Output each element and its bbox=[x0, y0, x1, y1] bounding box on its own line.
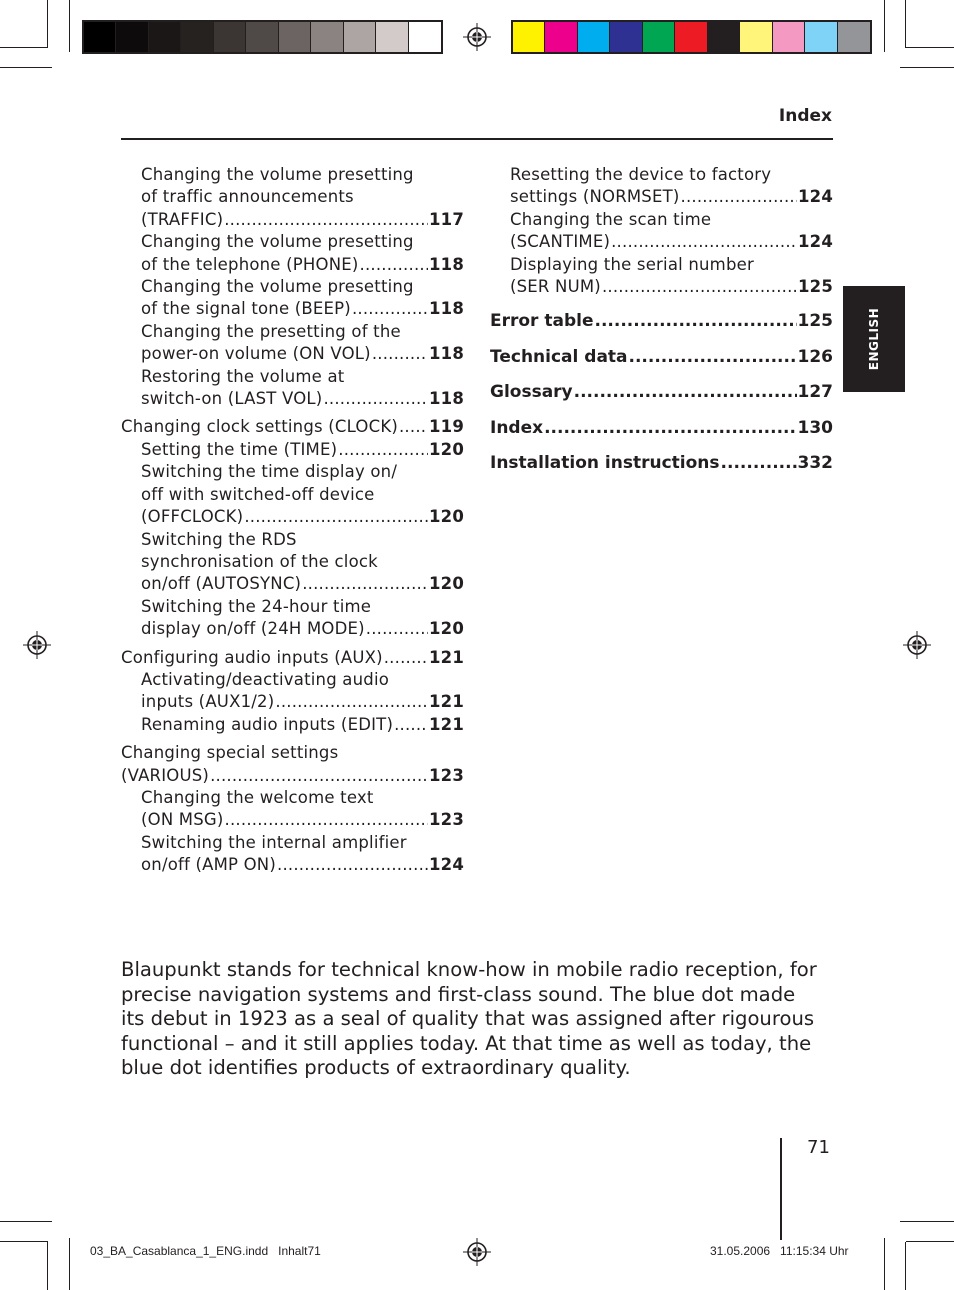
index-page-number: 124 bbox=[428, 855, 464, 875]
index-page-number: 121 bbox=[428, 647, 464, 667]
dot-leader bbox=[544, 417, 796, 439]
crop-mark bbox=[47, 1242, 48, 1290]
index-page-number: 121 bbox=[428, 692, 464, 712]
index-entry-line bbox=[121, 416, 464, 438]
main-section-entry bbox=[490, 381, 833, 403]
main-section-entry bbox=[490, 310, 833, 332]
index-entry-line bbox=[510, 186, 833, 208]
index-page-number: 120 bbox=[428, 619, 464, 639]
index-page-number: 118 bbox=[428, 389, 464, 409]
crop-mark bbox=[0, 1221, 52, 1222]
dot-leader bbox=[384, 647, 428, 669]
color-swatch bbox=[805, 22, 837, 52]
dot-leader bbox=[721, 452, 797, 474]
dot-leader bbox=[611, 231, 797, 253]
index-entry-text: Displaying the serial number bbox=[510, 254, 754, 274]
index-entry-line bbox=[141, 439, 464, 461]
main-section-page: 126 bbox=[797, 346, 833, 367]
index-entry-line bbox=[141, 691, 464, 713]
crop-mark bbox=[884, 0, 885, 52]
index-entry-text: Changing the presetting of the bbox=[141, 321, 401, 341]
page-number-rule bbox=[780, 1138, 782, 1240]
main-section-page: 127 bbox=[797, 382, 833, 403]
color-swatch bbox=[773, 22, 805, 52]
registration-mark-icon bbox=[462, 1237, 492, 1267]
index-entry bbox=[121, 529, 464, 596]
index-entry-line bbox=[141, 506, 464, 528]
brand-blurb: Blaupunkt stands for technical know-how in mobile radio reception, for precise navigation systems and first-class sound. The blue dot made its debut in 1923 as a seal of quality that was assigned after rigourous functional – and it still applies today. At that time as well as today, the blue dot identifies products of extraordinary quality. bbox=[121, 958, 817, 1080]
crop-mark bbox=[69, 1238, 70, 1290]
index-entry-text: of the telephone (PHONE) bbox=[141, 254, 359, 274]
index-entry bbox=[490, 164, 833, 209]
index-entry-line bbox=[121, 765, 464, 787]
index-entry-text: Setting the time (TIME) bbox=[141, 439, 338, 459]
index-entry bbox=[121, 164, 464, 231]
index-entry-text: (OFFCLOCK) bbox=[141, 507, 244, 527]
index-entry bbox=[121, 596, 464, 641]
index-entry-text: settings (NORMSET) bbox=[510, 187, 680, 207]
dot-leader bbox=[602, 276, 797, 298]
color-swatch bbox=[214, 22, 246, 52]
page-number: 71 bbox=[807, 1137, 830, 1158]
index-entry-text: display on/off (24H MODE) bbox=[141, 619, 365, 639]
dot-leader bbox=[574, 381, 797, 403]
index-entry-text: Changing special settings bbox=[121, 743, 339, 763]
index-entry-line bbox=[141, 809, 464, 831]
language-tab bbox=[843, 286, 905, 392]
main-section-label: Index bbox=[490, 417, 544, 438]
index-entry-line bbox=[141, 618, 464, 640]
color-swatch bbox=[84, 22, 116, 52]
index-entry-line bbox=[141, 854, 464, 876]
crop-mark bbox=[906, 1241, 954, 1242]
slug-timestamp: 31.05.2006 11:15:34 Uhr bbox=[710, 1244, 849, 1258]
color-swatch bbox=[409, 22, 441, 52]
index-entry-line bbox=[141, 298, 464, 320]
index-entry-line bbox=[510, 276, 833, 298]
main-section-label: Installation instructions bbox=[490, 453, 720, 474]
index-entry-text: off with switched-off device bbox=[141, 484, 375, 504]
crop-mark bbox=[900, 67, 954, 68]
main-section-page: 125 bbox=[797, 311, 833, 332]
index-entry bbox=[121, 416, 464, 438]
crop-mark bbox=[905, 0, 906, 48]
index-page-number: 124 bbox=[797, 187, 833, 207]
crop-mark bbox=[47, 0, 48, 48]
index-entry-text: synchronisation of the clock bbox=[141, 551, 378, 571]
index-entry bbox=[490, 209, 833, 254]
main-section-entry bbox=[490, 452, 833, 474]
index-entry bbox=[121, 366, 464, 411]
index-page-number: 118 bbox=[428, 344, 464, 364]
index-entry bbox=[121, 742, 464, 787]
dot-leader bbox=[399, 416, 428, 438]
index-page-number: 120 bbox=[428, 507, 464, 527]
index-entry bbox=[121, 276, 464, 321]
color-calibration-bar bbox=[511, 20, 872, 54]
color-swatch bbox=[116, 22, 148, 52]
index-entry-text: Changing clock settings (CLOCK) bbox=[121, 417, 398, 437]
color-swatch bbox=[610, 22, 642, 52]
index-page-number: 123 bbox=[428, 810, 464, 830]
dot-leader bbox=[210, 765, 428, 787]
index-entry bbox=[490, 254, 833, 299]
color-swatch bbox=[513, 22, 545, 52]
index-page-number: 125 bbox=[797, 277, 833, 297]
color-swatch bbox=[246, 22, 278, 52]
index-entry-text: Resetting the device to factory bbox=[510, 165, 772, 184]
index-entry-text: (ON MSG) bbox=[141, 810, 224, 830]
index-entry-text: power-on volume (ON VOL) bbox=[141, 344, 371, 364]
index-entry bbox=[121, 832, 464, 877]
index-column-left bbox=[121, 164, 464, 877]
index-entry-text: of the signal tone (BEEP) bbox=[141, 299, 351, 319]
dot-leader bbox=[277, 854, 428, 876]
index-entry-text: of traffic announcements bbox=[141, 187, 354, 207]
color-swatch bbox=[279, 22, 311, 52]
index-page-number: 123 bbox=[428, 765, 464, 785]
index-entry bbox=[121, 461, 464, 528]
color-swatch bbox=[838, 22, 870, 52]
index-entry-line bbox=[121, 647, 464, 669]
index-page-number: 120 bbox=[428, 439, 464, 459]
index-entry-text: Switching the internal amplifier bbox=[141, 832, 407, 852]
dot-leader bbox=[681, 186, 797, 208]
crop-mark bbox=[0, 67, 52, 68]
dot-leader bbox=[323, 388, 428, 410]
dot-leader bbox=[366, 618, 428, 640]
index-page-number: 120 bbox=[428, 574, 464, 594]
index-page-number: 117 bbox=[428, 209, 464, 229]
crop-mark bbox=[905, 1242, 906, 1290]
index-entry-line bbox=[510, 231, 833, 253]
index-entry-text: Restoring the volume at bbox=[141, 366, 345, 386]
crop-mark bbox=[900, 1221, 954, 1222]
index-entry bbox=[121, 669, 464, 714]
index-entry-line bbox=[141, 573, 464, 595]
color-swatch bbox=[708, 22, 740, 52]
index-entry-text: Switching the 24-hour time bbox=[141, 596, 372, 616]
color-swatch bbox=[344, 22, 376, 52]
index-entry-text: Changing the volume presetting bbox=[141, 277, 414, 297]
index-entry-text: Changing the volume presetting bbox=[141, 165, 414, 184]
index-entry-line bbox=[141, 388, 464, 410]
color-swatch bbox=[643, 22, 675, 52]
crop-mark bbox=[0, 1241, 48, 1242]
index-entry-line bbox=[141, 343, 464, 365]
main-section-entry bbox=[490, 417, 833, 439]
grayscale-calibration-bar bbox=[82, 20, 443, 54]
index-entry-text: Configuring audio inputs (AUX) bbox=[121, 647, 383, 667]
color-swatch bbox=[376, 22, 408, 52]
color-swatch bbox=[545, 22, 577, 52]
color-swatch bbox=[181, 22, 213, 52]
color-swatch bbox=[740, 22, 772, 52]
dot-leader bbox=[224, 209, 428, 231]
dot-leader bbox=[394, 714, 428, 736]
index-entry bbox=[121, 787, 464, 832]
index-entry bbox=[121, 714, 464, 736]
main-section-entry bbox=[490, 346, 833, 368]
index-entry-text: Changing the volume presetting bbox=[141, 232, 414, 252]
crop-mark bbox=[884, 1238, 885, 1290]
index-entry-line bbox=[141, 209, 464, 231]
index-entry-text: (SCANTIME) bbox=[510, 232, 611, 252]
dot-leader bbox=[225, 809, 428, 831]
dot-leader bbox=[244, 506, 428, 528]
index-entry-text: (SER NUM) bbox=[510, 277, 601, 297]
main-section-page: 332 bbox=[797, 453, 833, 474]
dot-leader bbox=[372, 343, 428, 365]
crop-mark bbox=[906, 47, 954, 48]
index-entry-text: Changing the welcome text bbox=[141, 787, 374, 807]
crop-mark bbox=[0, 47, 48, 48]
dot-leader bbox=[302, 573, 428, 595]
dot-leader bbox=[352, 298, 428, 320]
color-swatch bbox=[311, 22, 343, 52]
index-page-number: 124 bbox=[797, 232, 833, 252]
slug-file-info: 03_BA_Casablanca_1_ENG.indd Inhalt71 bbox=[90, 1244, 321, 1258]
main-section-label: Error table bbox=[490, 311, 594, 332]
main-section-label: Technical data bbox=[490, 346, 628, 367]
color-swatch bbox=[675, 22, 707, 52]
index-entry-text: (TRAFFIC) bbox=[141, 209, 224, 229]
index-entry-text: (VARIOUS) bbox=[121, 765, 210, 785]
index-entry-text: Activating/deactivating audio bbox=[141, 669, 390, 689]
main-sections-list bbox=[490, 310, 833, 474]
registration-mark-icon bbox=[462, 22, 492, 52]
index-page-number: 121 bbox=[428, 714, 464, 734]
color-swatch bbox=[578, 22, 610, 52]
index-entry-line bbox=[141, 254, 464, 276]
index-entry-text: on/off (AMP ON) bbox=[141, 855, 276, 875]
dot-leader bbox=[338, 439, 428, 461]
index-entry-text: inputs (AUX1/2) bbox=[141, 692, 275, 712]
index-subentries-right bbox=[490, 164, 833, 298]
index-entry-text: Changing the scan time bbox=[510, 209, 712, 229]
language-tab-label: ENGLISH bbox=[867, 307, 881, 371]
index-entry bbox=[121, 647, 464, 669]
index-entry-text: Switching the RDS bbox=[141, 529, 297, 549]
index-entry-text: Switching the time display on/ bbox=[141, 462, 398, 482]
index-entry bbox=[121, 321, 464, 366]
crop-mark bbox=[69, 0, 70, 52]
header-rule bbox=[121, 138, 833, 140]
registration-mark-icon bbox=[22, 630, 52, 660]
dot-leader bbox=[595, 310, 797, 332]
index-entry-text: Renaming audio inputs (EDIT) bbox=[141, 714, 394, 734]
index-page-number: 118 bbox=[428, 299, 464, 319]
page-header-title: Index bbox=[778, 106, 832, 126]
index-entry-text: on/off (AUTOSYNC) bbox=[141, 574, 302, 594]
dot-leader bbox=[629, 346, 797, 368]
index-entry-text: switch-on (LAST VOL) bbox=[141, 389, 323, 409]
index-page-number: 118 bbox=[428, 254, 464, 274]
index-page-number: 119 bbox=[428, 417, 464, 437]
index-entry bbox=[121, 231, 464, 276]
registration-mark-icon bbox=[902, 630, 932, 660]
index-entry-line bbox=[141, 714, 464, 736]
main-section-page: 130 bbox=[797, 417, 833, 438]
index-entry bbox=[121, 439, 464, 461]
main-section-label: Glossary bbox=[490, 382, 573, 403]
dot-leader bbox=[275, 691, 428, 713]
dot-leader bbox=[360, 254, 428, 276]
index-column-right bbox=[490, 164, 833, 488]
color-swatch bbox=[149, 22, 181, 52]
